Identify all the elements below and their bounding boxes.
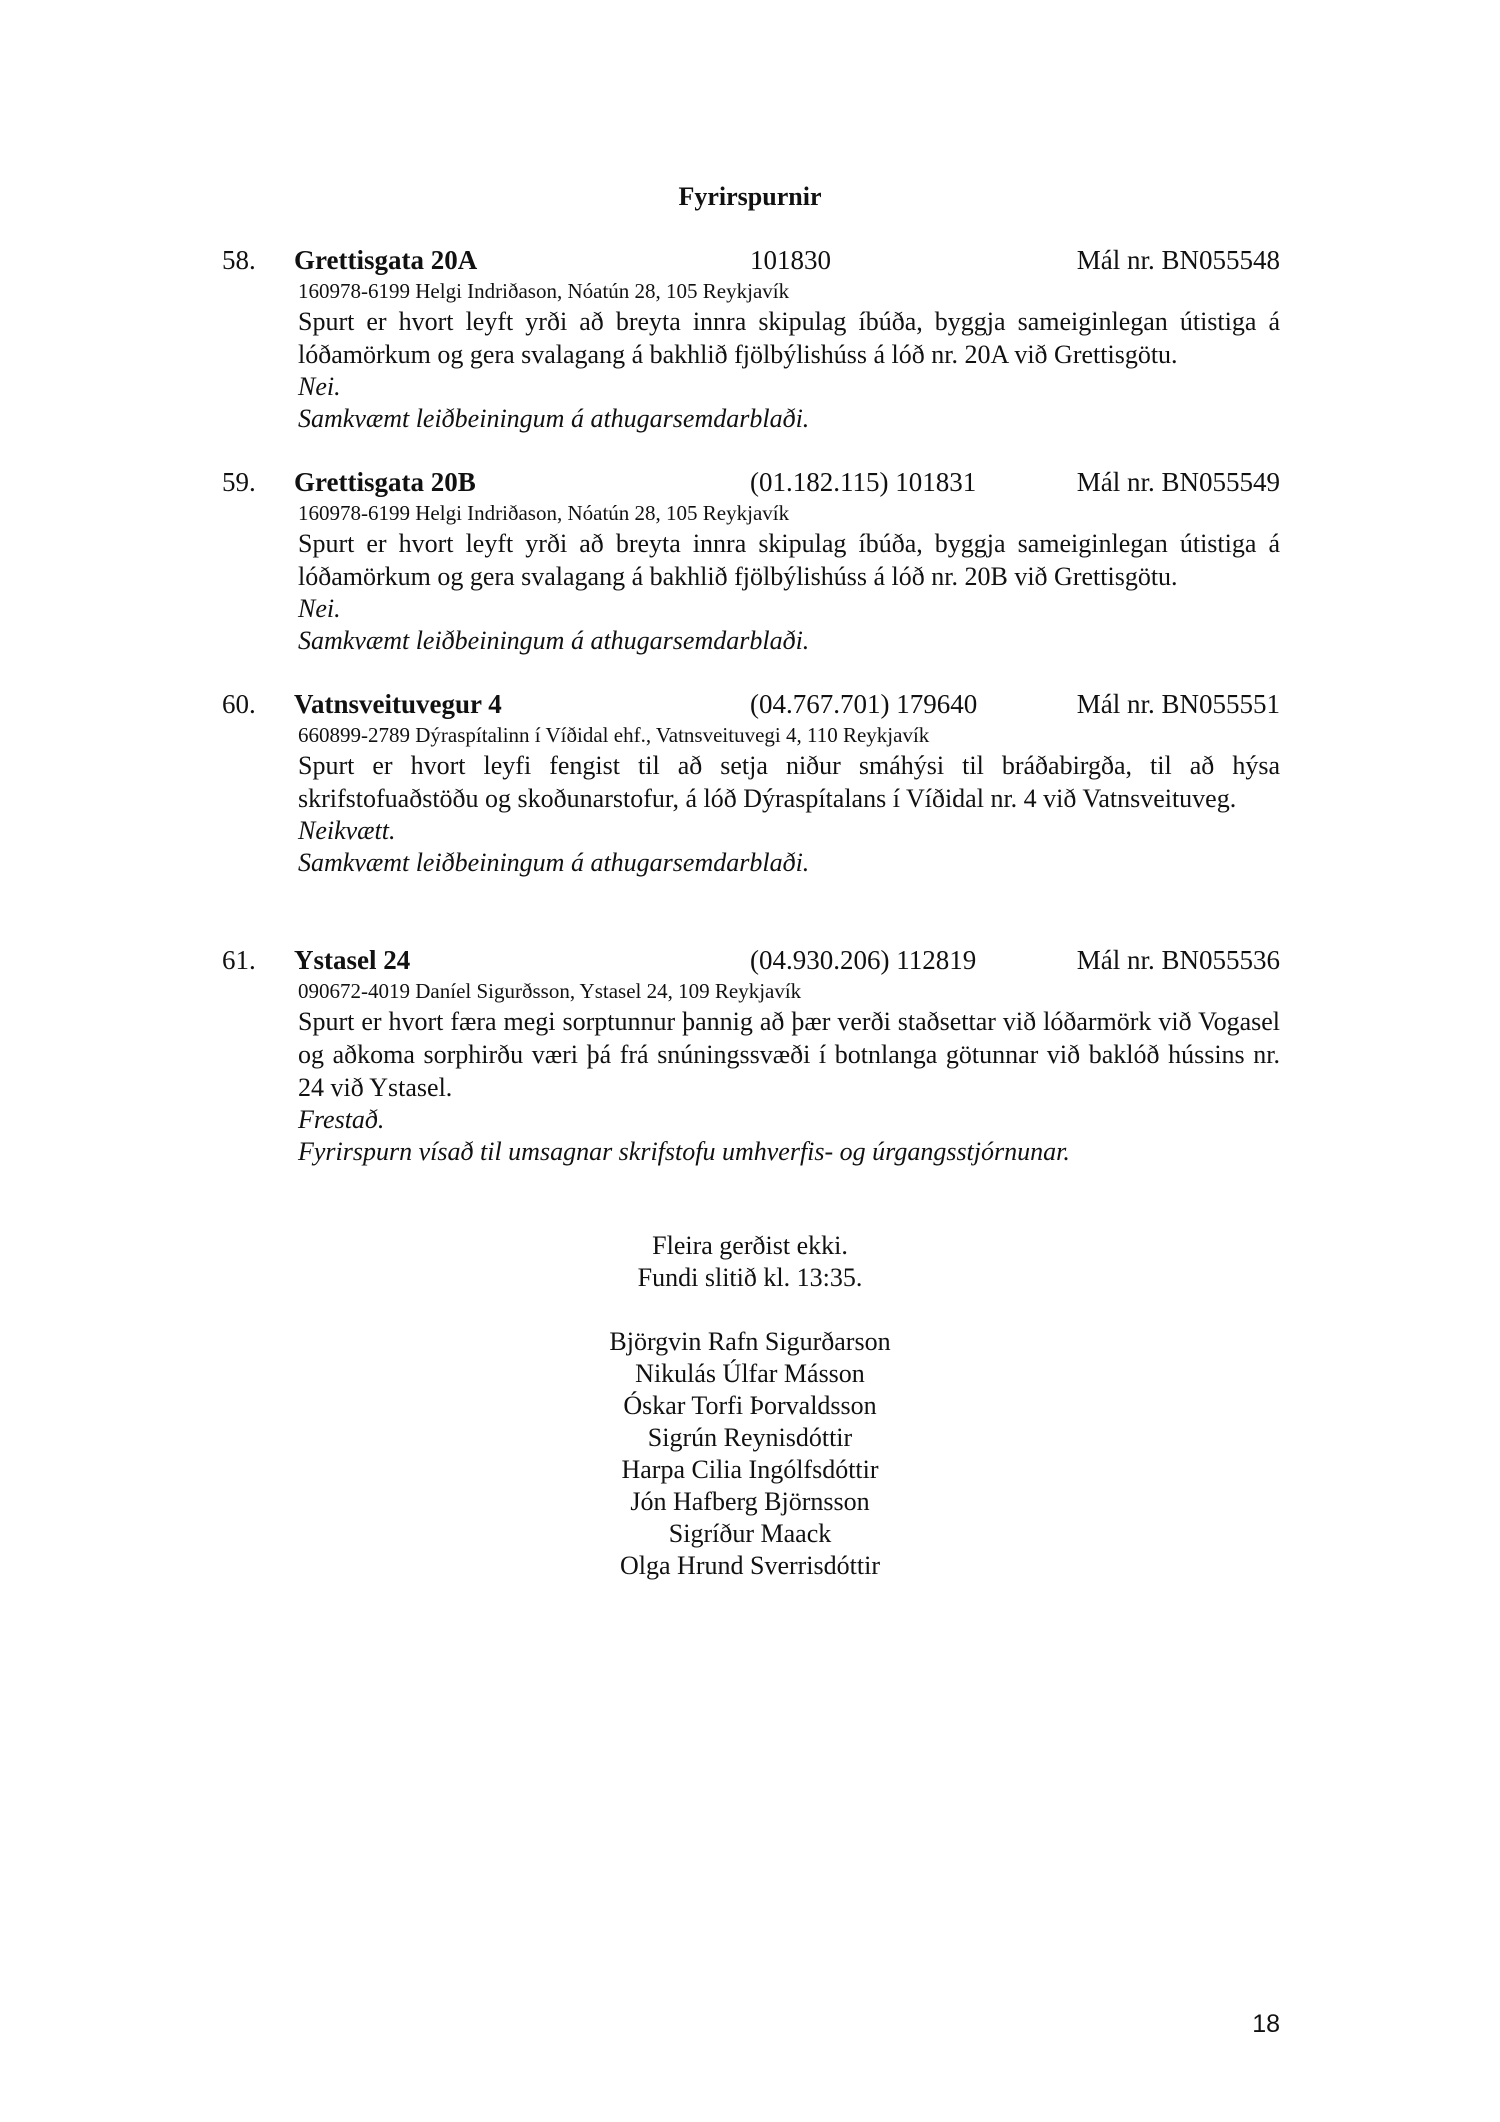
item-note: Fyrirspurn vísað til umsagnar skrifstofu umhverfis- og úrgangsstjórnunar. (298, 1137, 1070, 1166)
item-reference: (01.182.115) 101831 (750, 467, 977, 497)
signatory-name: Jón Hafberg Björnsson (630, 1487, 870, 1516)
item-case-number: Mál nr. BN055549 (1076, 467, 1280, 497)
item-applicant: 090672-4019 Daníel Sigurðsson, Ystasel 24, 109 Reykjavík (298, 979, 802, 1003)
item-applicant: 160978-6199 Helgi Indriðason, Nóatún 28, 105 Reykjavík (298, 279, 790, 303)
item-number: 58. (222, 245, 256, 275)
inquiry-item-60 (222, 687, 1280, 879)
item-address: Grettisgata 20A (294, 245, 478, 275)
signatory-name: Björgvin Rafn Sigurðarson (609, 1327, 891, 1356)
item-applicant: 660899-2789 Dýraspítalinn í Víðidal ehf., Vatnsveituvegi 4, 110 Reykjavík (298, 723, 930, 747)
item-body (298, 977, 1280, 1168)
item-reference: 101830 (750, 245, 831, 275)
signatory-name: Harpa Cilia Ingólfsdóttir (621, 1455, 879, 1484)
item-number: 59. (222, 467, 256, 497)
item-note: Samkvæmt leiðbeiningum á athugarsemdarblaði. (298, 626, 810, 655)
item-applicant: 160978-6199 Helgi Indriðason, Nóatún 28, 105 Reykjavík (298, 501, 790, 525)
inquiry-item-58 (222, 243, 1280, 435)
item-case-number: Mál nr. BN055551 (1076, 689, 1280, 719)
item-description: Spurt er hvort færa megi sorptunnur þannig að þær verði staðsettar við lóðarmörk við Vogasel og aðkoma sorphirðu væri þá frá snúningssvæði í botnlanga götunnar við baklóð hússins nr. 24 við Ystasel. (298, 1007, 1280, 1102)
item-body (298, 499, 1280, 657)
inquiry-item-61 (222, 943, 1280, 1168)
item-case-number: Mál nr. BN055536 (1076, 945, 1280, 975)
item-description: Spurt er hvort leyfi fengist til að setja niður smáhýsi til bráðabirgða, til að hýsa skrifstofuaðstöðu og skoðunarstofur, á lóð Dýraspítalans í Víðidal nr. 4 við Vatnsveituveg. (298, 751, 1280, 813)
item-verdict: Nei. (298, 594, 341, 623)
closing-block (0, 1230, 1500, 1294)
section-heading: Fyrirspurnir (678, 182, 822, 211)
item-header (222, 687, 1280, 721)
item-body (298, 277, 1280, 435)
inquiry-item-59 (222, 465, 1280, 657)
item-description: Spurt er hvort leyft yrði að breyta innra skipulag íbúða, byggja sameiginlegan útistiga á lóðamörkum og gera svalagang á bakhlið fjölbýlishúss á lóð nr. 20A við Grettisgötu. (298, 307, 1280, 369)
item-header (222, 243, 1280, 277)
item-note: Samkvæmt leiðbeiningum á athugarsemdarblaði. (298, 848, 810, 877)
page-number: 18 (1252, 2010, 1280, 2038)
item-description: Spurt er hvort leyft yrði að breyta innra skipulag íbúða, byggja sameiginlegan útistiga á lóðamörkum og gera svalagang á bakhlið fjölbýlishúss á lóð nr. 20B við Grettisgötu. (298, 529, 1280, 591)
item-address: Vatnsveituvegur 4 (294, 689, 502, 719)
item-number: 61. (222, 945, 256, 975)
item-note: Samkvæmt leiðbeiningum á athugarsemdarblaði. (298, 404, 810, 433)
item-verdict: Nei. (298, 372, 341, 401)
signatory-name: Olga Hrund Sverrisdóttir (620, 1551, 880, 1580)
signatory-name: Sigrún Reynisdóttir (647, 1423, 853, 1452)
item-header (222, 943, 1280, 977)
signatory-name: Óskar Torfi Þorvaldsson (623, 1391, 877, 1420)
item-reference: (04.930.206) 112819 (750, 945, 977, 975)
signatory-name: Nikulás Úlfar Másson (635, 1359, 865, 1388)
item-reference: (04.767.701) 179640 (750, 689, 978, 719)
signatory-list (0, 1326, 1500, 1582)
item-verdict: Neikvætt. (298, 816, 396, 845)
item-number: 60. (222, 689, 256, 719)
signatory-name: Sigríður Maack (668, 1519, 832, 1548)
closing-line: Fleira gerðist ekki. (652, 1231, 848, 1260)
item-case-number: Mál nr. BN055548 (1076, 245, 1280, 275)
item-header (222, 465, 1280, 499)
item-address: Grettisgata 20B (294, 467, 476, 497)
closing-time: Fundi slitið kl. 13:35. (637, 1263, 863, 1292)
item-body (298, 721, 1280, 879)
item-verdict: Frestað. (298, 1105, 385, 1134)
item-address: Ystasel 24 (294, 945, 411, 975)
